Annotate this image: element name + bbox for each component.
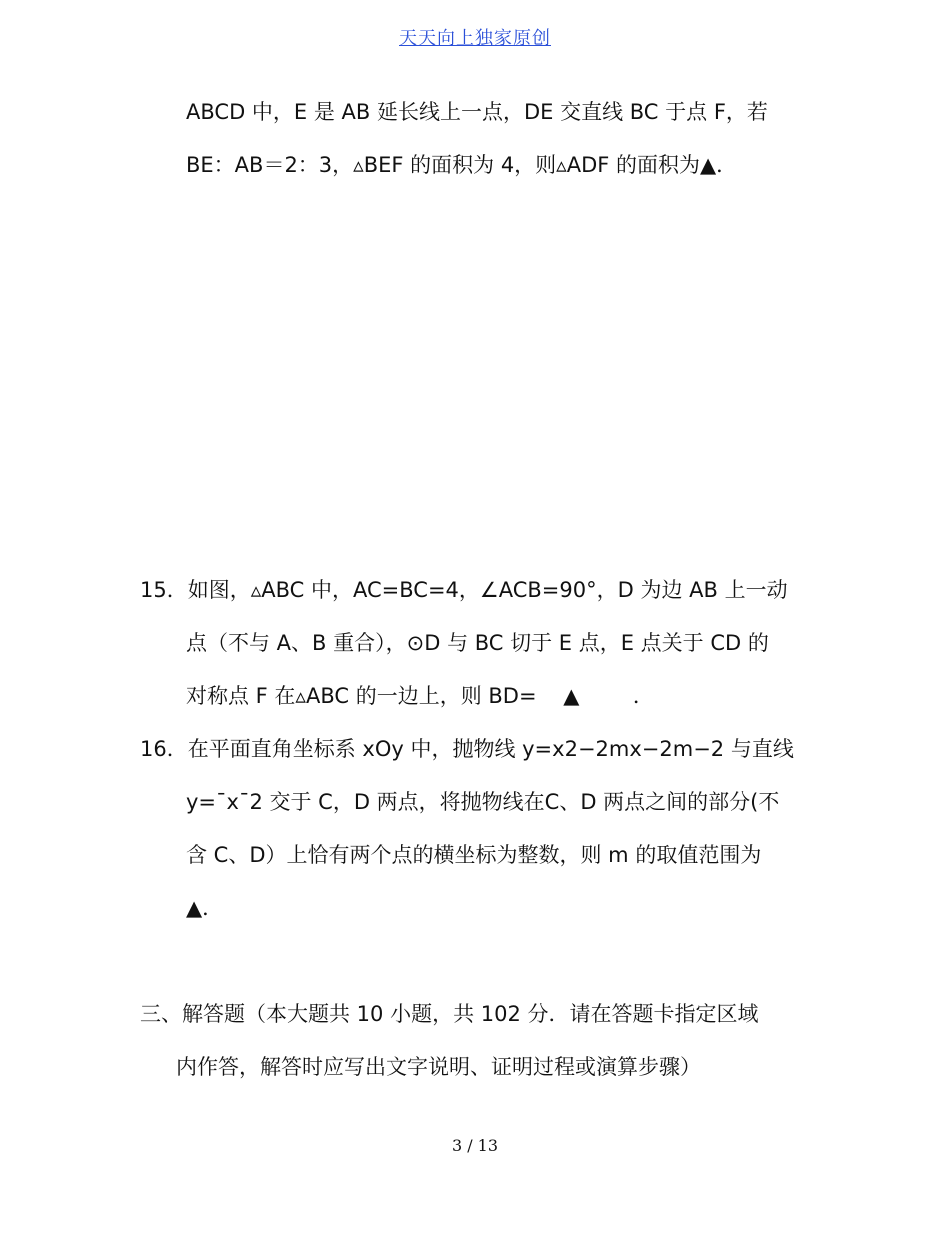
question-15-line-1: 15．如图，▵ABC 中，AC=BC=4，∠ACB=90°，D 为边 AB 上一动 [140,578,788,602]
question-16-line-4: ▲． [186,896,224,920]
header-link[interactable]: 天天向上独家原创 [399,28,551,49]
page-number: 3 / 13 [451,1136,499,1155]
question-14-line-1: ABCD 中，E 是 AB 延长线上一点，DE 交直线 BC 于点 F，若 [186,100,768,124]
question-15-line-3: 对称点 F 在▵ABC 的一边上，则 BD= ▲ ． [186,684,654,708]
question-16-line-3: 含 C、D）上恰有两个点的横坐标为整数，则 m 的取值范围为 [186,843,762,867]
question-16-line-2: y=¯x¯2 交于 C，D 两点，将抛物线在C、D 两点之间的部分(不 [186,790,780,814]
question-15-line-2: 点（不与 A、B 重合），⊙D 与 BC 切于 E 点，E 点关于 CD 的 [186,631,769,655]
question-14-line-2: BE：AB＝2：3，▵BEF 的面积为 4，则▵ADF 的面积为▲． [186,153,738,177]
question-16-line-1: 16．在平面直角坐标系 xOy 中，抛物线 y=x2−2mx−2m−2 与直线 [140,737,794,761]
section-3-heading-line-2: 内作答，解答时应写出文字说明、证明过程或演算步骤） [176,1055,701,1079]
section-3-heading-line-1: 三、解答题（本大题共 10 小题，共 102 分．请在答题卡指定区域 [140,1002,759,1026]
